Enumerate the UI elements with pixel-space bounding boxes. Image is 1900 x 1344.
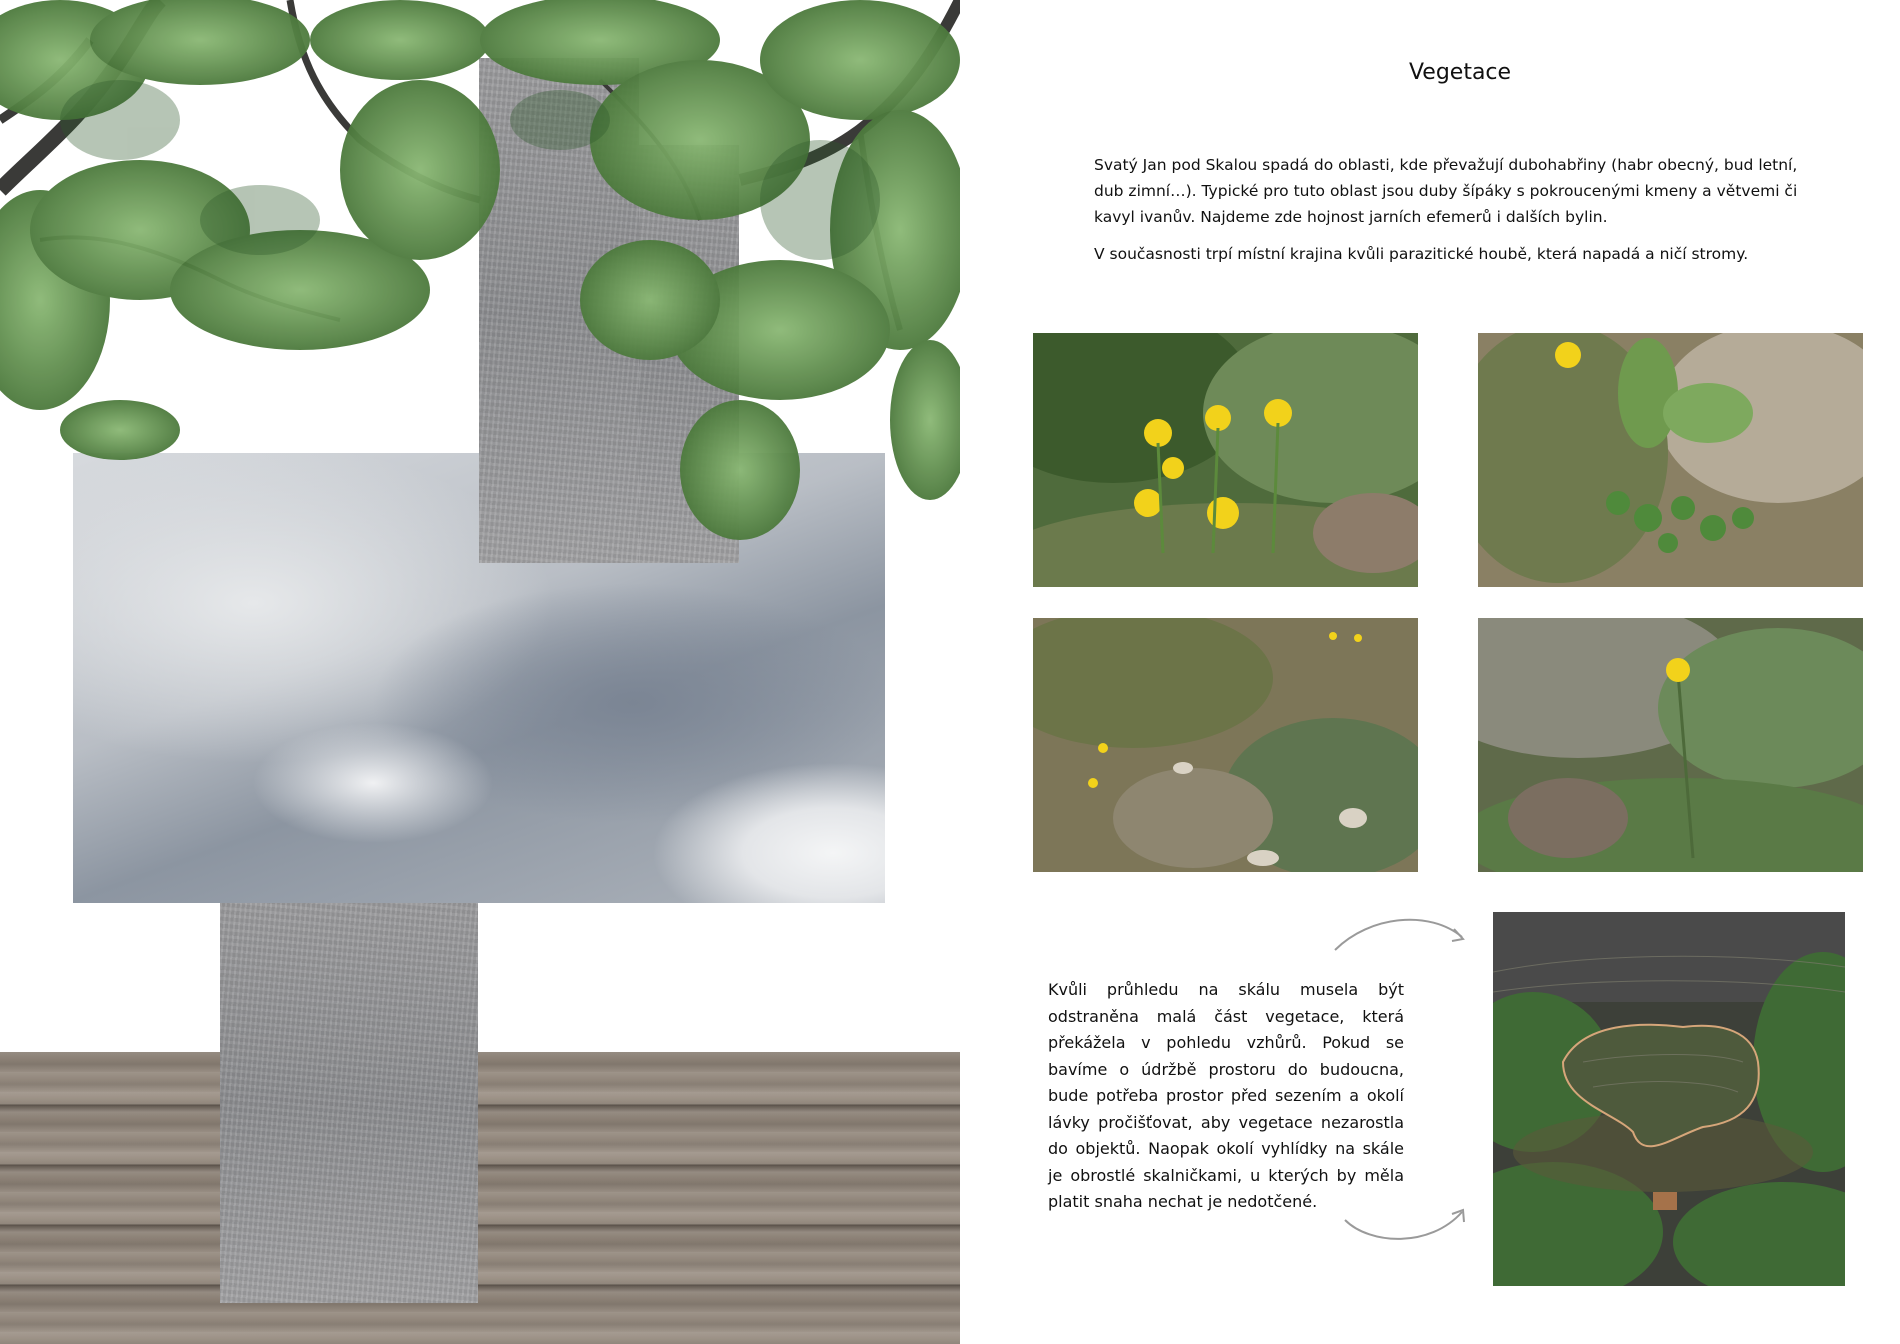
tree-foliage-image	[0, 0, 960, 600]
photo-single-flower	[1478, 618, 1863, 872]
photo-yellow-flowers	[1033, 333, 1418, 587]
intro-paragraph: Svatý Jan pod Skalou spadá do oblasti, kde převažují dubohabřiny (habr obecný, bud letní, dub zimní…). Typické pro tuto oblast jsou duby šípáky s pokroucenými kmeny a větvemi či kavyl ivanův. Najdeme zde hojnost jarních efemerů i dalších bylin.	[1094, 156, 1798, 226]
photo-grass-rocks	[1033, 618, 1418, 872]
maintenance-paragraph: Kvůli průhledu na skálu musela být odstraněna malá část vegetace, která překážela v pohledu vzhůrů. Pokud se bavíme o údržbě prostoru do budoucna, bude potřeba prostor před sezením a okolí lávky pročišťovat, aby vegetace nezarostla do objektů. Naopak okolí vyhlídky na skále je obrostlé skalničkami, u kterých by měla platit snaha nechat je nedotčené.	[1048, 980, 1404, 1211]
photo-succulents-rock	[1478, 333, 1863, 587]
fungus-paragraph: V současnosti trpí místní krajina kvůli parazitické houbě, která napadá a ničí stromy.	[1094, 245, 1749, 263]
site-plan-map	[1493, 912, 1845, 1286]
page-title: Vegetace	[1408, 60, 1512, 85]
stone-texture-bottom	[220, 903, 478, 1303]
curved-arrow-top	[1330, 905, 1470, 955]
wood-planks-image	[0, 1052, 960, 1344]
